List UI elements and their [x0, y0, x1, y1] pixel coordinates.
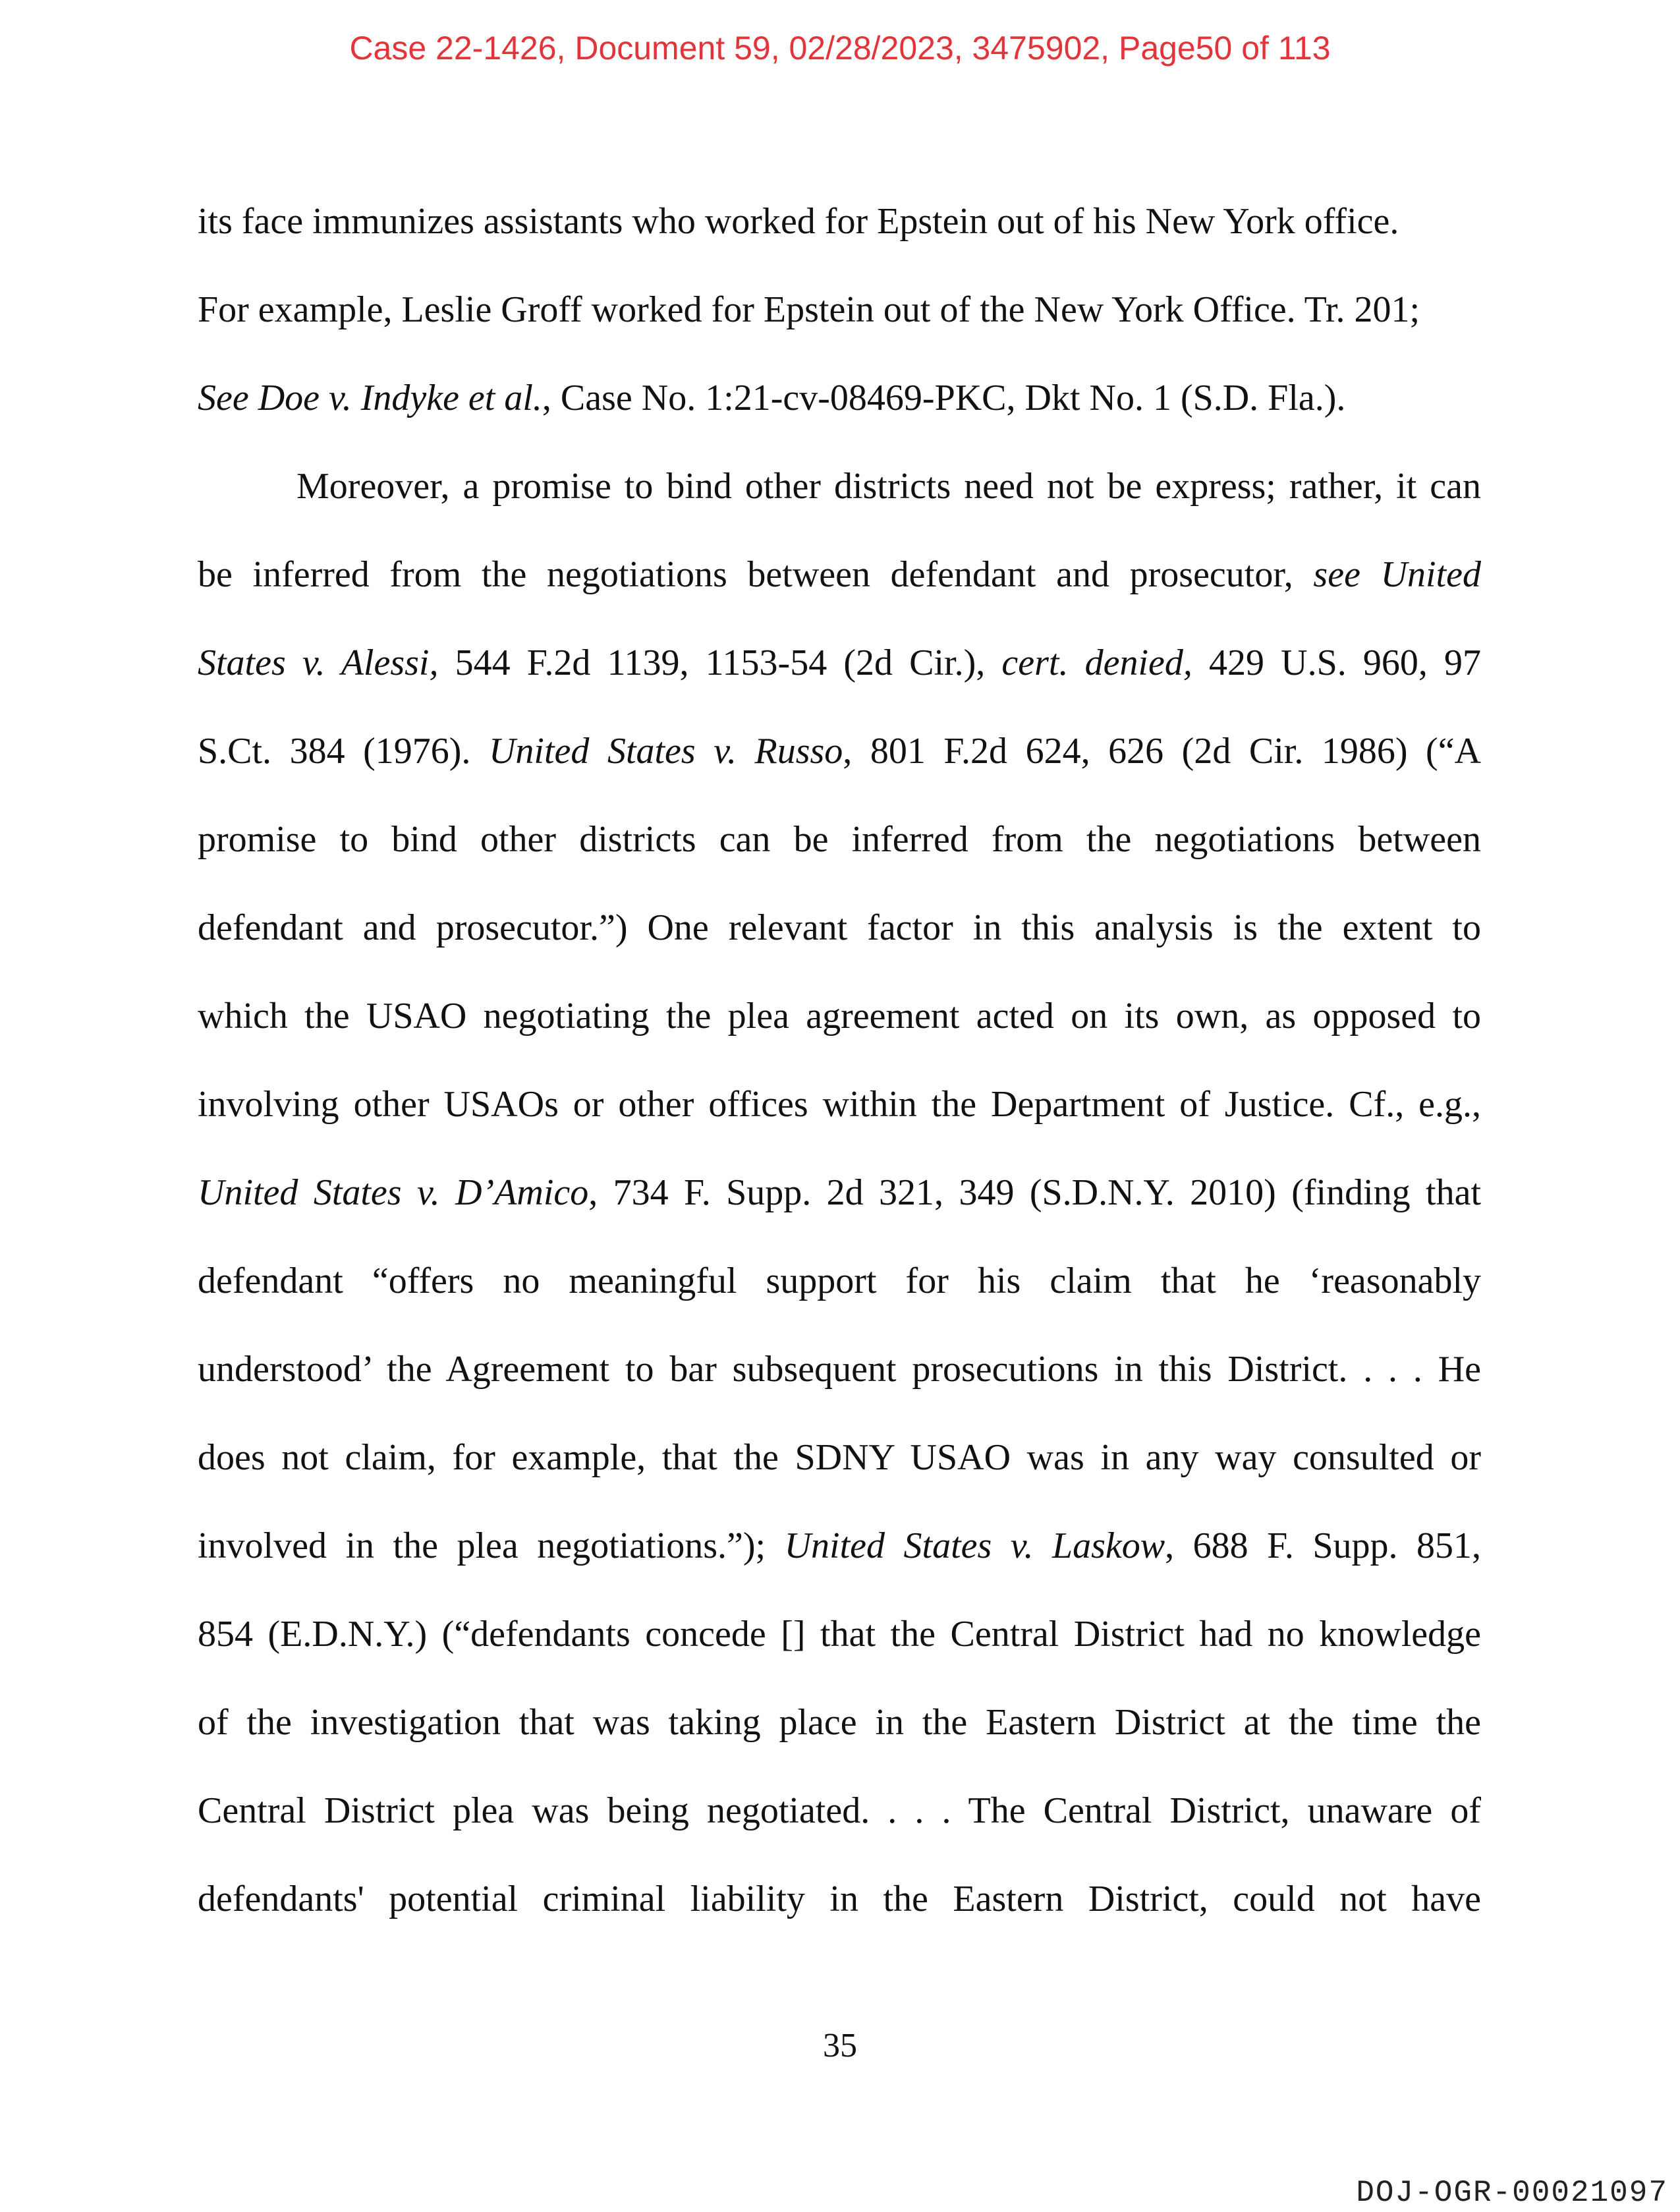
text-line [198, 816, 1481, 904]
text-line [198, 992, 1481, 1081]
body-text-run: , 734 F. Supp. 2d 321, 349 (S.D.N.Y. 2010) (finding that [588, 1172, 1482, 1213]
body-text-run: , 688 F. Supp. 851, [1165, 1525, 1481, 1566]
citation-italic-text: States v. Alessi, [198, 642, 439, 683]
body-text-run: 429 U.S. 960, 97 [1192, 642, 1482, 683]
text-line [198, 463, 1481, 551]
body-text-run: , 801 F.2d 624, 626 (2d Cir. 1986) (“A [843, 731, 1482, 772]
text-line [198, 639, 1481, 727]
citation-italic-text: See Doe v. Indyke et al. [198, 378, 542, 418]
text-line [198, 1875, 1481, 1964]
text-line [198, 1257, 1481, 1346]
text-line [198, 1699, 1481, 1787]
body-text-run: be inferred from the negotiations between defendant and prosecutor, [198, 554, 1314, 595]
text-line [198, 551, 1481, 639]
body-text-run: does not claim, for example, that the SDNY USAO was in any way consulted or [198, 1437, 1481, 1478]
text-line-content [198, 551, 1481, 598]
court-filing-stamp: Case 22-1426, Document 59, 02/28/2023, 3475902, Page50 of 113 [349, 30, 1331, 67]
body-text-run: of the investigation that was taking place in the Eastern District at the time the [198, 1702, 1481, 1743]
text-line-content [198, 1787, 1481, 1834]
text-line-content [198, 1169, 1481, 1216]
page-number: 35 [823, 2027, 857, 2064]
text-line [198, 286, 1481, 374]
text-line-content [198, 1257, 1481, 1305]
text-line-content [198, 1610, 1481, 1658]
body-text-run: Central District plea was being negotiated. . . . The Central District, unaware of [198, 1790, 1481, 1831]
brief-body-text [198, 198, 1481, 1964]
text-line [198, 1522, 1481, 1610]
body-text-run: 854 (E.D.N.Y.) (“defendants concede [] that the Central District had no knowledge [198, 1614, 1481, 1655]
text-line [198, 374, 1481, 463]
body-text-run: S.Ct. 384 (1976). [198, 731, 489, 772]
body-text-run: understood’ the Agreement to bar subsequent prosecutions in this District. . . . He [198, 1349, 1481, 1390]
text-line-content [198, 904, 1481, 951]
text-line-content [198, 727, 1481, 775]
body-text-run: involving other USAOs or other offices within the Department of Justice. Cf., e.g., [198, 1084, 1481, 1125]
body-text-run: 544 F.2d 1139, 1153-54 (2d Cir.), [438, 642, 1002, 683]
body-text-run: defendant and prosecutor.”) One relevant factor in this analysis is the extent to [198, 907, 1481, 948]
text-line [198, 904, 1481, 992]
text-line [198, 1081, 1481, 1169]
citation-italic-text: United States v. Laskow [784, 1525, 1165, 1566]
body-text-run: defendant “offers no meaningful support for his claim that he ‘reasonably [198, 1261, 1481, 1301]
text-line-content [198, 286, 1481, 333]
citation-italic-text: United States v. Russo [488, 731, 843, 772]
text-line [198, 198, 1481, 286]
text-line-content [198, 816, 1481, 863]
body-text-run: For example, Leslie Groff worked for Epstein out of the New York Office. Tr. 201; [198, 289, 1420, 330]
citation-italic-text: cert. denied, [1001, 642, 1192, 683]
text-line-content [198, 639, 1481, 687]
bates-number: DOJ-OGR-00021097 [1356, 2176, 1668, 2210]
text-line-content [198, 198, 1481, 245]
body-text-run: Moreover, a promise to bind other districts need not be express; rather, it can [296, 466, 1481, 507]
body-text-run: its face immunizes assistants who worked for Epstein out of his New York office. [198, 201, 1399, 242]
text-line-content [198, 1875, 1481, 1923]
body-text-run: promise to bind other districts can be inferred from the negotiations between [198, 819, 1481, 860]
text-line [198, 1434, 1481, 1522]
text-line [198, 1787, 1481, 1875]
body-text-run: defendants' potential criminal liability in the Eastern District, could not have [198, 1879, 1481, 1919]
text-line-content [198, 992, 1481, 1040]
text-line [198, 1346, 1481, 1434]
citation-italic-text: see United [1313, 554, 1482, 595]
text-line-content [198, 1434, 1481, 1481]
text-line-content [198, 1699, 1481, 1746]
text-line [198, 1610, 1481, 1699]
text-line-content [198, 374, 1481, 422]
text-line-content [198, 1081, 1481, 1128]
citation-italic-text: United States v. D’Amico [198, 1172, 589, 1213]
text-line [198, 1169, 1481, 1257]
body-text-run: involved in the plea negotiations.”); [198, 1525, 785, 1566]
text-line [198, 727, 1481, 816]
text-line-content [198, 1522, 1481, 1570]
body-text-run: , Case No. 1:21-cv-08469-PKC, Dkt No. 1 (S.D. Fla.). [542, 378, 1346, 418]
text-line-content [198, 1346, 1481, 1393]
text-line-content [296, 463, 1481, 510]
body-text-run: which the USAO negotiating the plea agreement acted on its own, as opposed to [198, 996, 1481, 1036]
